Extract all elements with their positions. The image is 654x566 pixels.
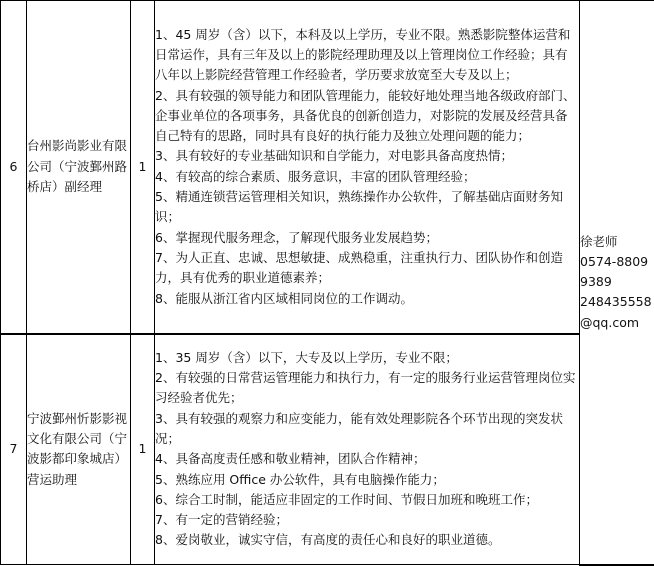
requirement-item: 1、35 周岁（含）以下，大专及以上学历，专业不限； [155,348,579,368]
contact-cell [580,1,654,565]
company-position: 台州影尚影业有限公司（宁波鄞州路桥店）副经理 [27,1,131,334]
requirements-cell [155,334,580,565]
row-number: 6 [1,1,27,334]
requirement-item: 4、具备高度责任感和敬业精神，团队合作精神； [155,449,579,469]
requirement-item: 7、有一定的营销经验； [155,510,579,530]
requirement-item: 1、45 周岁（含）以下，本科及以上学历，专业不限。熟悉影院整体运营和日常运作，具有三年及以上的影院经理助理及以上管理岗位工作经验；具有八年以上影院经营管理工作经验者，学历要求放宽至大专及以上； [155,25,579,86]
table-row [1,334,654,565]
requirement-item: 7、为人正直、忠诚、思想敏捷、成熟稳重，注重执行力、团队协作和创造力，具有优秀的职业道德素养； [155,248,579,289]
row-number: 7 [1,334,27,565]
table-row [1,1,654,334]
company-position: 宁波鄞州忻影影视文化有限公司（宁波影都印象城店）营运助理 [27,334,131,565]
requirement-item: 8、能服从浙江省内区域相同岗位的工作调动。 [155,289,579,309]
requirement-item: 6、掌握现代服务理念，了解现代服务业发展趋势； [155,228,579,248]
requirement-item: 2、有较强的日常营运管理能力和执行力，有一定的服务行业运营管理岗位实习经验者优先； [155,368,579,409]
requirement-item: 5、熟练应用 Office 办公软件，具有电脑操作能力； [155,470,579,490]
contact-email: 248435558@qq.com [580,292,654,333]
requirement-item: 3、具有较强的观察力和应变能力，能有效处理影院各个环节出现的突发状况； [155,409,579,450]
requirement-item: 2、具有较强的领导能力和团队管理能力，能较好地处理当地各级政府部门、企事业单位的各项事务，具备优良的创新创造力，对影院的发展及经营具备自己特有的思路，同时具有良好的执行能力及独立处理问题的能力； [155,86,579,147]
headcount: 1 [131,334,155,565]
contact-name: 徐老师 [580,232,654,252]
requirement-item: 5、精通连锁营运管理相关知识，熟练操作办公软件，了解基础店面财务知识； [155,187,579,228]
requirement-item: 6、综合工时制，能适应非固定的工作时间、节假日加班和晚班工作； [155,490,579,510]
headcount: 1 [131,1,155,334]
requirement-item: 4、有较高的综合素质、服务意识，丰富的团队管理经验； [155,167,579,187]
requirement-item: 3、具有较好的专业基础知识和自学能力，对电影具备高度热情； [155,146,579,166]
contact-phone: 0574-88099389 [580,252,654,293]
requirements-cell [155,1,580,334]
requirement-item: 8、爱岗敬业，诚实守信，有高度的责任心和良好的职业道德。 [155,530,579,550]
